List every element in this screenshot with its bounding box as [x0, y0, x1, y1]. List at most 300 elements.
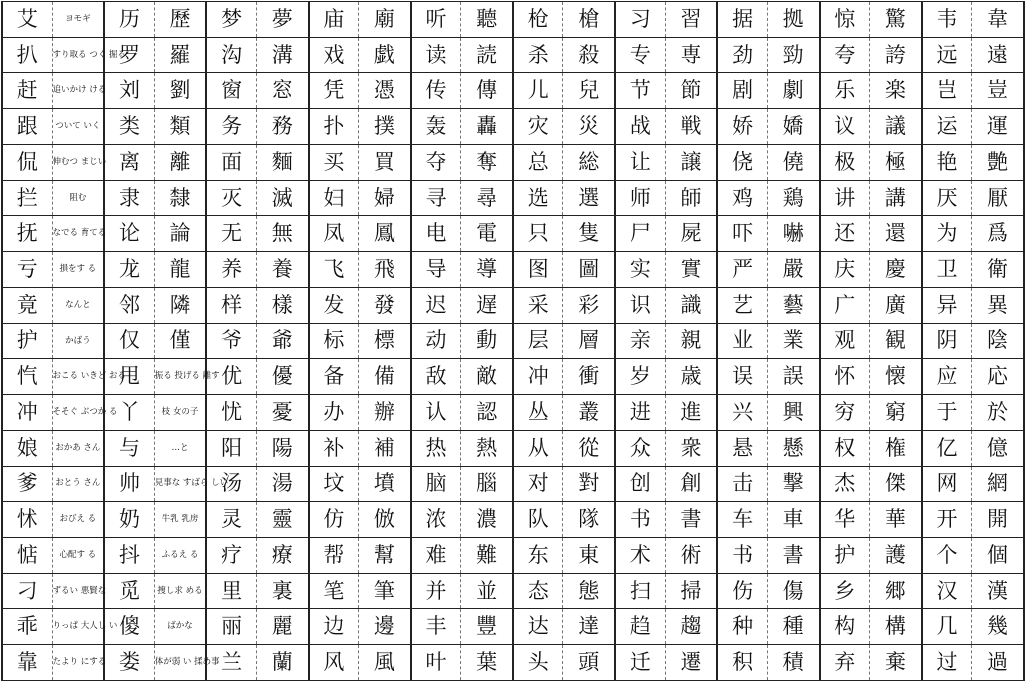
simplified-character: 帅	[104, 466, 154, 502]
traditional-character: 買	[359, 144, 411, 180]
simplified-character: 击	[717, 466, 767, 502]
traditional-character: 網	[972, 466, 1024, 502]
meaning-note: 阻む	[52, 180, 104, 216]
traditional-character: 叢	[563, 395, 615, 431]
traditional-character: 遅	[461, 287, 513, 323]
simplified-character: 发	[309, 287, 359, 323]
traditional-character: 爺	[256, 323, 308, 359]
simplified-character: 东	[513, 538, 563, 574]
traditional-character: 蘭	[256, 645, 308, 681]
simplified-character: 运	[922, 109, 972, 145]
traditional-character: 遠	[972, 37, 1024, 73]
traditional-character: 傳	[461, 73, 513, 109]
meaning-note: 枝 女の子	[154, 395, 206, 431]
simplified-character: 标	[309, 323, 359, 359]
simplified-character: 沟	[206, 37, 256, 73]
traditional-character: 槍	[563, 2, 615, 38]
simplified-character: 养	[206, 252, 256, 288]
meaning-note: なんと	[52, 287, 104, 323]
simplified-character: 娘	[2, 430, 52, 466]
grid-row	[2, 359, 1024, 395]
traditional-character: 僥	[767, 144, 819, 180]
simplified-character: 边	[309, 609, 359, 645]
traditional-character: 韋	[972, 2, 1024, 38]
simplified-character: 观	[820, 323, 870, 359]
simplified-character: 叶	[411, 645, 461, 681]
simplified-character: 仿	[309, 502, 359, 538]
traditional-character: 専	[665, 37, 717, 73]
simplified-character: 里	[206, 573, 256, 609]
traditional-character: 優	[256, 359, 308, 395]
traditional-character: 僅	[154, 323, 206, 359]
traditional-character: 憑	[359, 73, 411, 109]
traditional-character: 邊	[359, 609, 411, 645]
simplified-character: 远	[922, 37, 972, 73]
simplified-character: 迟	[411, 287, 461, 323]
simplified-character: 抖	[104, 538, 154, 574]
simplified-character: 艳	[922, 144, 972, 180]
traditional-character: 離	[154, 144, 206, 180]
simplified-character: 趋	[615, 609, 665, 645]
simplified-character: 灾	[513, 109, 563, 145]
simplified-character: 积	[717, 645, 767, 681]
traditional-character: 麗	[256, 609, 308, 645]
meaning-note: なでる 育てる	[52, 216, 104, 252]
simplified-character: 几	[922, 609, 972, 645]
meaning-note: 振る 投げる 離す	[154, 359, 206, 395]
simplified-character: 邻	[104, 287, 154, 323]
meaning-note: たより にする	[52, 645, 104, 681]
meaning-note: 追いかけ ける	[52, 73, 104, 109]
simplified-character: 阳	[206, 430, 256, 466]
simplified-character: 难	[411, 538, 461, 574]
simplified-character: 习	[615, 2, 665, 38]
traditional-character: 筆	[359, 573, 411, 609]
simplified-character: 惊	[820, 2, 870, 38]
traditional-character: 積	[767, 645, 819, 681]
simplified-character: 夺	[411, 144, 461, 180]
simplified-character: 坟	[309, 466, 359, 502]
traditional-character: 樣	[256, 287, 308, 323]
simplified-character: 为	[922, 216, 972, 252]
traditional-character: 導	[461, 252, 513, 288]
traditional-character: 屍	[665, 216, 717, 252]
simplified-character: 开	[922, 502, 972, 538]
simplified-character: 样	[206, 287, 256, 323]
traditional-character: 達	[563, 609, 615, 645]
traditional-character: 爲	[972, 216, 1024, 252]
simplified-character: 汤	[206, 466, 256, 502]
simplified-character: 创	[615, 466, 665, 502]
traditional-character: 麵	[256, 144, 308, 180]
simplified-character: 侥	[717, 144, 767, 180]
simplified-character: 历	[104, 2, 154, 38]
traditional-character: 藝	[767, 287, 819, 323]
traditional-character: 風	[359, 645, 411, 681]
traditional-character: 懐	[870, 359, 922, 395]
simplified-character: 电	[411, 216, 461, 252]
simplified-character: 备	[309, 359, 359, 395]
grid-row	[2, 538, 1024, 574]
traditional-character: 還	[870, 216, 922, 252]
simplified-character: 靠	[2, 645, 52, 681]
simplified-character: 阴	[922, 323, 972, 359]
traditional-character: 廟	[359, 2, 411, 38]
simplified-character: 庙	[309, 2, 359, 38]
simplified-character: 扑	[309, 109, 359, 145]
simplified-character: 动	[411, 323, 461, 359]
simplified-character: 戏	[309, 37, 359, 73]
grid-row	[2, 109, 1024, 145]
traditional-character: 電	[461, 216, 513, 252]
simplified-character: 帮	[309, 538, 359, 574]
simplified-character: 忧	[206, 395, 256, 431]
grid-row	[2, 287, 1024, 323]
simplified-character: 乖	[2, 609, 52, 645]
simplified-character: 刁	[2, 573, 52, 609]
traditional-character: 靈	[256, 502, 308, 538]
simplified-character: 侃	[2, 144, 52, 180]
traditional-character: 溝	[256, 37, 308, 73]
traditional-character: 拠	[767, 2, 819, 38]
simplified-character: 怀	[820, 359, 870, 395]
simplified-character: 韦	[922, 2, 972, 38]
simplified-character: 梦	[206, 2, 256, 38]
traditional-character: 親	[665, 323, 717, 359]
simplified-character: 竟	[2, 287, 52, 323]
traditional-character: 議	[870, 109, 922, 145]
simplified-character: 尸	[615, 216, 665, 252]
simplified-character: 进	[615, 395, 665, 431]
simplified-character: 伤	[717, 573, 767, 609]
traditional-character: 興	[767, 395, 819, 431]
traditional-character: 奪	[461, 144, 513, 180]
traditional-character: 衝	[563, 359, 615, 395]
grid-row	[2, 252, 1024, 288]
simplified-character: 让	[615, 144, 665, 180]
simplified-character: 杰	[820, 466, 870, 502]
traditional-character: 腦	[461, 466, 513, 502]
traditional-character: 熱	[461, 430, 513, 466]
simplified-character: 扒	[2, 37, 52, 73]
traditional-character: 書	[767, 538, 819, 574]
traditional-character: 億	[972, 430, 1024, 466]
simplified-character: 实	[615, 252, 665, 288]
traditional-character: 種	[767, 609, 819, 645]
traditional-character: 郷	[870, 573, 922, 609]
simplified-character: 奶	[104, 502, 154, 538]
grid-row	[2, 395, 1024, 431]
simplified-character: 艺	[717, 287, 767, 323]
grid-row	[2, 180, 1024, 216]
traditional-character: 務	[256, 109, 308, 145]
simplified-character: 优	[206, 359, 256, 395]
grid-row	[2, 144, 1024, 180]
simplified-character: 对	[513, 466, 563, 502]
traditional-character: 窓	[256, 73, 308, 109]
simplified-character: 爹	[2, 466, 52, 502]
simplified-character: 还	[820, 216, 870, 252]
grid-row	[2, 323, 1024, 359]
simplified-character: 种	[717, 609, 767, 645]
meaning-note: おとう さん	[52, 466, 104, 502]
simplified-character: 图	[513, 252, 563, 288]
simplified-character: 怵	[2, 502, 52, 538]
simplified-character: 吓	[717, 216, 767, 252]
simplified-character: 总	[513, 144, 563, 180]
simplified-character: 龙	[104, 252, 154, 288]
traditional-character: 観	[870, 323, 922, 359]
traditional-character: 書	[665, 502, 717, 538]
simplified-character: 跟	[2, 109, 52, 145]
simplified-character: 买	[309, 144, 359, 180]
traditional-character: 遷	[665, 645, 717, 681]
simplified-character: 劲	[717, 37, 767, 73]
traditional-character: 楽	[870, 73, 922, 109]
simplified-character: 悬	[717, 430, 767, 466]
kanji-comparison-sheet	[0, 1, 1024, 683]
traditional-character: 構	[870, 609, 922, 645]
traditional-character: 誤	[767, 359, 819, 395]
meaning-note: …と	[154, 430, 206, 466]
simplified-character: 亿	[922, 430, 972, 466]
simplified-character: 凭	[309, 73, 359, 109]
simplified-character: 层	[513, 323, 563, 359]
simplified-character: 飞	[309, 252, 359, 288]
simplified-character: 头	[513, 645, 563, 681]
simplified-character: 娄	[104, 645, 154, 681]
simplified-character: 议	[820, 109, 870, 145]
simplified-character: 识	[615, 287, 665, 323]
traditional-character: 歳	[665, 359, 717, 395]
meaning-note: すり取る つく 掘る	[52, 37, 104, 73]
traditional-character: 戯	[359, 37, 411, 73]
simplified-character: 乐	[820, 73, 870, 109]
traditional-character: 濃	[461, 502, 513, 538]
meaning-note: ヨモギ	[52, 2, 104, 38]
simplified-character: 笔	[309, 573, 359, 609]
simplified-character: 儿	[513, 73, 563, 109]
simplified-character: 采	[513, 287, 563, 323]
traditional-character: 滅	[256, 180, 308, 216]
traditional-character: 譲	[665, 144, 717, 180]
traditional-character: 尋	[461, 180, 513, 216]
traditional-character: 権	[870, 430, 922, 466]
simplified-character: 论	[104, 216, 154, 252]
simplified-character: 娇	[717, 109, 767, 145]
simplified-character: 书	[615, 502, 665, 538]
traditional-character: 護	[870, 538, 922, 574]
traditional-character: 衆	[665, 430, 717, 466]
simplified-character: 个	[922, 538, 972, 574]
traditional-character: 幾	[972, 609, 1024, 645]
simplified-character: 灭	[206, 180, 256, 216]
traditional-character: 敵	[461, 359, 513, 395]
meaning-note: 見事な すばら しい	[154, 466, 206, 502]
simplified-character: 卫	[922, 252, 972, 288]
simplified-character: 网	[922, 466, 972, 502]
simplified-character: 拦	[2, 180, 52, 216]
simplified-character: 离	[104, 144, 154, 180]
simplified-character: 传	[411, 73, 461, 109]
meaning-note: おかあ さん	[52, 430, 104, 466]
traditional-character: 無	[256, 216, 308, 252]
simplified-character: 师	[615, 180, 665, 216]
grid-row	[2, 502, 1024, 538]
simplified-character: 达	[513, 609, 563, 645]
traditional-character: 東	[563, 538, 615, 574]
traditional-character: 幫	[359, 538, 411, 574]
simplified-character: 乡	[820, 573, 870, 609]
traditional-character: 隻	[563, 216, 615, 252]
traditional-character: 嚴	[767, 252, 819, 288]
traditional-character: 認	[461, 395, 513, 431]
traditional-character: 憂	[256, 395, 308, 431]
traditional-character: 慶	[870, 252, 922, 288]
traditional-character: 態	[563, 573, 615, 609]
simplified-character: 构	[820, 609, 870, 645]
traditional-character: 墳	[359, 466, 411, 502]
simplified-character: 刘	[104, 73, 154, 109]
traditional-character: 艶	[972, 144, 1024, 180]
meaning-note: ずるい 悪賢な	[52, 573, 104, 609]
simplified-character: 丽	[206, 609, 256, 645]
traditional-character: 飛	[359, 252, 411, 288]
traditional-character: 進	[665, 395, 717, 431]
simplified-character: 扫	[615, 573, 665, 609]
simplified-character: 据	[717, 2, 767, 38]
simplified-character: 丛	[513, 395, 563, 431]
simplified-character: 岂	[922, 73, 972, 109]
simplified-character: 浓	[411, 502, 461, 538]
meaning-note: 心配す る	[52, 538, 104, 574]
grid-row	[2, 609, 1024, 645]
simplified-character: 专	[615, 37, 665, 73]
traditional-character: 読	[461, 37, 513, 73]
traditional-character: 習	[665, 2, 717, 38]
simplified-character: 抚	[2, 216, 52, 252]
traditional-character: 並	[461, 573, 513, 609]
simplified-character: 艾	[2, 2, 52, 38]
character-grid	[1, 1, 1025, 681]
traditional-character: 窮	[870, 395, 922, 431]
simplified-character: 态	[513, 573, 563, 609]
traditional-character: 裏	[256, 573, 308, 609]
traditional-character: 湯	[256, 466, 308, 502]
traditional-character: 開	[972, 502, 1024, 538]
simplified-character: 亏	[2, 252, 52, 288]
traditional-character: 創	[665, 466, 717, 502]
traditional-character: 隸	[154, 180, 206, 216]
traditional-character: 兒	[563, 73, 615, 109]
simplified-character: 灵	[206, 502, 256, 538]
simplified-character: 敌	[411, 359, 461, 395]
simplified-character: 罗	[104, 37, 154, 73]
traditional-character: 厭	[972, 180, 1024, 216]
traditional-character: 掃	[665, 573, 717, 609]
traditional-character: 隊	[563, 502, 615, 538]
simplified-character: 业	[717, 323, 767, 359]
traditional-character: 豐	[461, 609, 513, 645]
simplified-character: 寻	[411, 180, 461, 216]
traditional-character: 療	[256, 538, 308, 574]
simplified-character: 窗	[206, 73, 256, 109]
simplified-character: 丫	[104, 395, 154, 431]
simplified-character: 热	[411, 430, 461, 466]
simplified-character: 爷	[206, 323, 256, 359]
traditional-character: 倣	[359, 502, 411, 538]
simplified-character: 术	[615, 538, 665, 574]
simplified-character: 众	[615, 430, 665, 466]
traditional-character: 劉	[154, 73, 206, 109]
traditional-character: 衛	[972, 252, 1024, 288]
traditional-character: 頭	[563, 645, 615, 681]
traditional-character: 傷	[767, 573, 819, 609]
traditional-character: 懸	[767, 430, 819, 466]
simplified-character: 车	[717, 502, 767, 538]
traditional-character: 陽	[256, 430, 308, 466]
traditional-character: 災	[563, 109, 615, 145]
simplified-character: 补	[309, 430, 359, 466]
simplified-character: 只	[513, 216, 563, 252]
traditional-character: 選	[563, 180, 615, 216]
meaning-note: ばかな	[154, 609, 206, 645]
simplified-character: 应	[922, 359, 972, 395]
traditional-character: 華	[870, 502, 922, 538]
simplified-character: 异	[922, 287, 972, 323]
simplified-character: 误	[717, 359, 767, 395]
traditional-character: 備	[359, 359, 411, 395]
traditional-character: 異	[972, 287, 1024, 323]
meaning-note: ついて いく	[52, 109, 104, 145]
simplified-character: 亲	[615, 323, 665, 359]
traditional-character: 養	[256, 252, 308, 288]
simplified-character: 岁	[615, 359, 665, 395]
traditional-character: 応	[972, 359, 1024, 395]
simplified-character: 认	[411, 395, 461, 431]
traditional-character: 勁	[767, 37, 819, 73]
traditional-character: 龍	[154, 252, 206, 288]
simplified-character: 广	[820, 287, 870, 323]
traditional-character: 於	[972, 395, 1024, 431]
simplified-character: 妇	[309, 180, 359, 216]
traditional-character: 撃	[767, 466, 819, 502]
traditional-character: 夢	[256, 2, 308, 38]
simplified-character: 夸	[820, 37, 870, 73]
simplified-character: 兰	[206, 645, 256, 681]
traditional-character: 総	[563, 144, 615, 180]
simplified-character: 与	[104, 430, 154, 466]
traditional-character: 傑	[870, 466, 922, 502]
simplified-character: 庆	[820, 252, 870, 288]
traditional-character: 婦	[359, 180, 411, 216]
traditional-character: 層	[563, 323, 615, 359]
simplified-character: 凤	[309, 216, 359, 252]
meaning-note: おびえ る	[52, 502, 104, 538]
traditional-character: 鳳	[359, 216, 411, 252]
simplified-character: 读	[411, 37, 461, 73]
traditional-character: 隣	[154, 287, 206, 323]
traditional-character: 羅	[154, 37, 206, 73]
simplified-character: 剧	[717, 73, 767, 109]
simplified-character: 脑	[411, 466, 461, 502]
traditional-character: 從	[563, 430, 615, 466]
simplified-character: 从	[513, 430, 563, 466]
traditional-character: 彩	[563, 287, 615, 323]
traditional-character: 歷	[154, 2, 206, 38]
simplified-character: 杀	[513, 37, 563, 73]
traditional-character: 陰	[972, 323, 1024, 359]
